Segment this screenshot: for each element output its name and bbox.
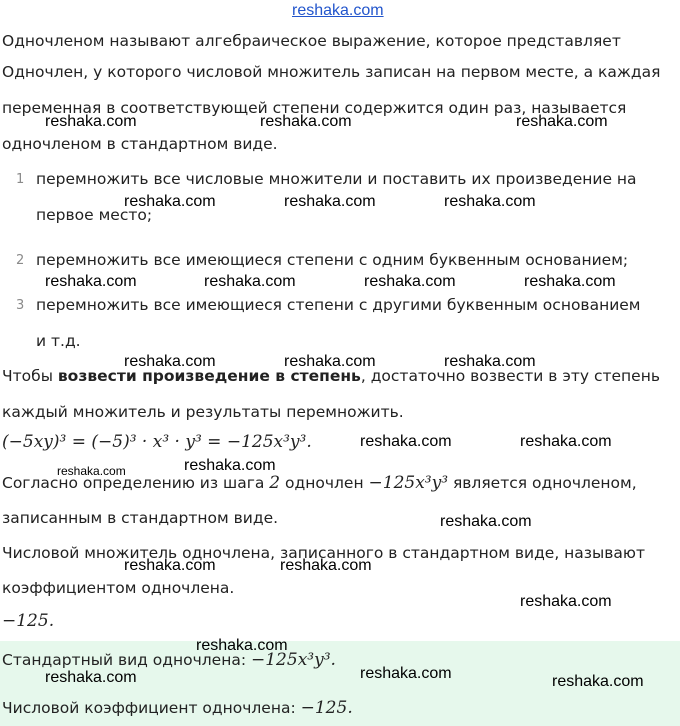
watermark: reshaka.com (196, 637, 288, 654)
step-number-3: 3 (16, 298, 25, 313)
power-rule-pre: Чтобы (2, 367, 58, 385)
watermark: reshaka.com (360, 665, 452, 682)
answer-standard-form-label: Стандартный вид одночлена: (2, 651, 251, 669)
watermark: reshaka.com (45, 113, 137, 130)
watermark: reshaka.com (124, 193, 216, 210)
conclusion-pre: Согласно определению из шага (2, 474, 270, 492)
step-1-text-l2: первое место; (36, 206, 153, 224)
standard-form-definition-l1: Одночлен, у которого числовой множитель записан на первом месте, а каждая (2, 63, 661, 81)
power-rule-post: , достаточно возвести в эту степень (360, 367, 660, 385)
coefficient-definition-l2: коэффициентом одночлена. (2, 579, 235, 597)
watermark: reshaka.com (516, 113, 608, 130)
standard-form-definition-l3: одночленом в стандартном виде. (2, 135, 278, 153)
answer-coefficient-value: −125. (300, 698, 353, 718)
watermark: reshaka.com (204, 273, 296, 290)
power-rule-l2: каждый множитель и результаты перемножить. (2, 403, 404, 421)
step-3-text-l2: и т.д. (36, 332, 81, 350)
watermark: reshaka.com (444, 193, 536, 210)
expansion-formula: (−5xy)³ = (−5)³ · x³ · y³ = −125x³y³. (2, 432, 312, 452)
watermark: reshaka.com (184, 457, 276, 474)
answer-coefficient (2, 698, 353, 718)
site-watermark-link[interactable]: reshaka.com (292, 2, 384, 19)
definition-line: Одночленом называют алгебраическое выражение, которое представляет (2, 32, 621, 50)
watermark: reshaka.com (524, 273, 616, 290)
watermark: reshaka.com (520, 433, 612, 450)
answer-standard-form-value: −125x³y³. (251, 650, 336, 670)
step-2-text: перемножить все имеющиеся степени с одним буквенным основанием; (36, 251, 629, 269)
watermark: reshaka.com (444, 353, 536, 370)
watermark: reshaka.com (45, 669, 137, 686)
watermark: reshaka.com (260, 113, 352, 130)
watermark: reshaka.com (360, 433, 452, 450)
watermark: reshaka.com (440, 513, 532, 530)
conclusion-post: является одночленом, (448, 474, 637, 492)
watermark: reshaka.com (364, 273, 456, 290)
step-3-text-l1: перемножить все имеющиеся степени с другими буквенным основанием (36, 296, 641, 314)
watermark: reshaka.com (124, 353, 216, 370)
watermark: reshaka.com (45, 273, 137, 290)
conclusion-l2: записанным в стандартном виде. (2, 509, 279, 527)
standard-form-definition-l2: переменная в соответствующей степени содержится один раз, называется (2, 99, 627, 117)
conclusion-step-number: 2 (269, 473, 281, 493)
answer-coefficient-label: Числовой коэффициент одночлена: (2, 699, 301, 717)
watermark: reshaka.com (284, 353, 376, 370)
conclusion-expression: −125x³y³ (368, 473, 449, 493)
step-number-1: 1 (16, 172, 25, 187)
power-rule-bold: возвести произведение в степень (57, 367, 361, 385)
watermark: reshaka.com (57, 464, 126, 478)
step-number-2: 2 (16, 253, 25, 268)
watermark: reshaka.com (520, 593, 612, 610)
conclusion-mid: одночлен (280, 474, 369, 492)
watermark: reshaka.com (284, 193, 376, 210)
watermark: reshaka.com (124, 557, 216, 574)
watermark: reshaka.com (280, 557, 372, 574)
coefficient-definition-l1: Числовой множитель одночлена, записанного в стандартном виде, называют (2, 544, 645, 562)
coefficient-value: −125. (2, 611, 55, 631)
watermark: reshaka.com (552, 673, 644, 690)
step-1-text-l1: перемножить все числовые множители и поставить их произведение на (36, 170, 637, 188)
